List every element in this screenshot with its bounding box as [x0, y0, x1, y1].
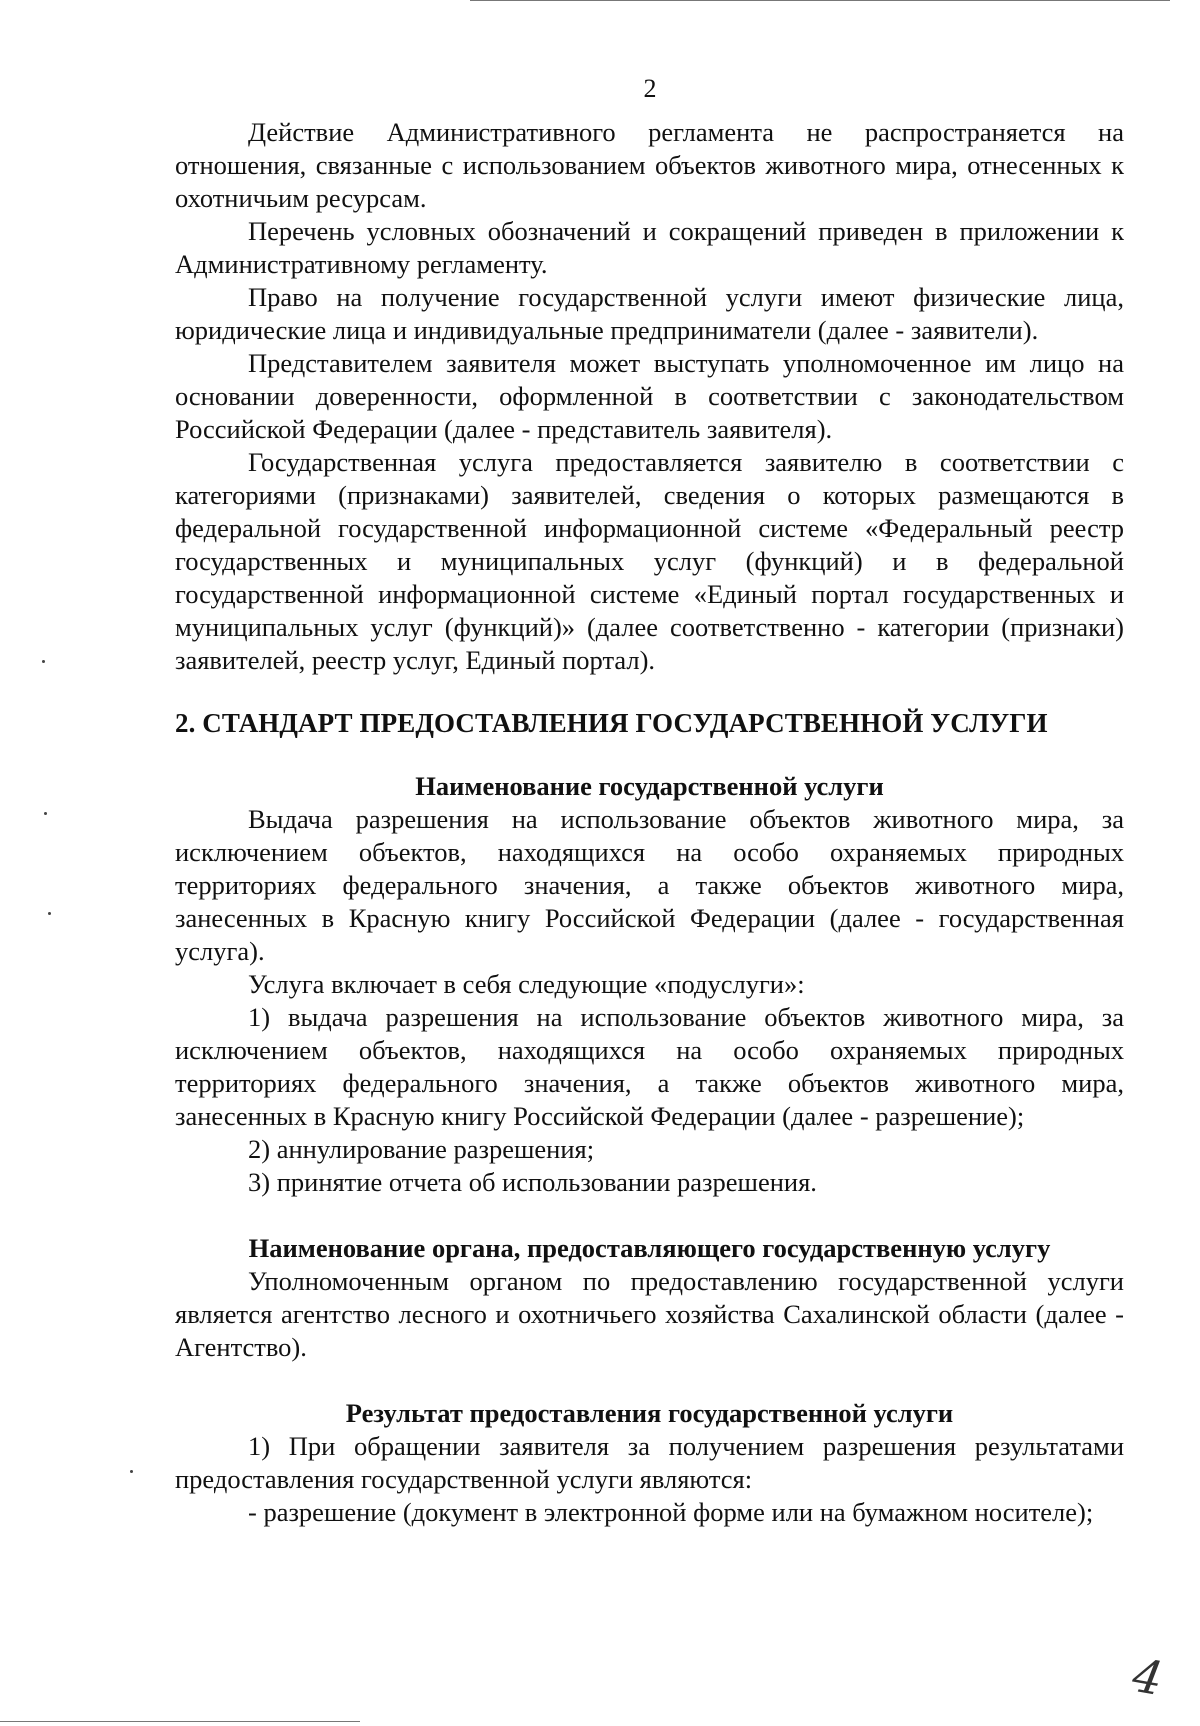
authority-text: Уполномоченным органом по предоставлению государственной услуги является агентство лесного и охотничьего хозяйства Сахалинской области (далее - Агентство).	[175, 1266, 1124, 1362]
handwritten-page-mark: 4	[1128, 1647, 1167, 1707]
intro-paragraph-3: Право на получение государственной услуги имеют физические лица, юридические лица и индивидуальные предприниматели (далее - заявители).	[175, 282, 1124, 345]
document-body	[175, 116, 1124, 1529]
service-name-text: Выдача разрешения на использование объектов животного мира, за исключением объектов, находящихся на особо охраняемых природных территориях федерального значения, а также объектов животного мира, занесенных в Красную книгу Российской Федерации (далее - государственная услуга).	[175, 804, 1124, 966]
subservice-item-2: 2) аннулирование разрешения;	[248, 1134, 595, 1164]
intro-paragraph-2: Перечень условных обозначений и сокращений приведен в приложении к Административному регламенту.	[175, 216, 1124, 279]
intro-paragraph-5: Государственная услуга предоставляется заявителю в соответствии с категориями (признаками) заявителей, сведения о которых размещаются в федеральной государственной информационной системе «Федеральный реестр государственных и муниципальных услуг (функций) и в федеральной государственной информационной системе «Единый портал государственных и муниципальных услуг (функций)» (далее соответственно - категории (признаки) заявителей, реестр услуг, Единый портал).	[175, 447, 1124, 675]
scan-speck	[44, 812, 47, 815]
result-item: - разрешение (документ в электронной форме или на бумажном носителе);	[248, 1497, 1094, 1527]
result-heading: Результат предоставления государственной услуги	[345, 1398, 954, 1428]
result-paragraph-1: 1) При обращении заявителя за получением разрешения результатами предоставления государственной услуги являются:	[175, 1431, 1124, 1494]
subservice-item-3: 3) принятие отчета об использовании разрешения.	[248, 1167, 817, 1197]
subservice-item-1: 1) выдача разрешения на использование объектов животного мира, за исключением объектов, находящихся на особо охраняемых природных территориях федерального значения, а также объектов животного мира, занесенных в Красную книгу Российской Федерации (далее - разрешение);	[175, 1002, 1124, 1131]
scan-edge-top	[470, 0, 1170, 1]
section-title: 2. СТАНДАРТ ПРЕДОСТАВЛЕНИЯ ГОСУДАРСТВЕННОЙ УСЛУГИ	[175, 708, 1048, 738]
scan-speck	[42, 660, 45, 663]
scan-speck	[130, 1470, 133, 1473]
page-number: 2	[643, 74, 657, 103]
intro-paragraph-1: Действие Административного регламента не распространяется на отношения, связанные с использованием объектов животного мира, отнесенных к охотничьим ресурсам.	[175, 117, 1124, 213]
subservices-intro: Услуга включает в себя следующие «подуслуги»:	[248, 969, 805, 999]
authority-heading: Наименование органа, предоставляющего государственную услугу	[248, 1233, 1051, 1263]
service-name-heading: Наименование государственной услуги	[415, 771, 884, 801]
scan-speck	[48, 912, 51, 915]
intro-paragraph-4: Представителем заявителя может выступать уполномоченное им лицо на основании доверенности, оформленной в соответствии с законодательством Российской Федерации (далее - представитель заявителя).	[175, 348, 1124, 444]
scan-edge-bottom	[0, 1721, 360, 1722]
